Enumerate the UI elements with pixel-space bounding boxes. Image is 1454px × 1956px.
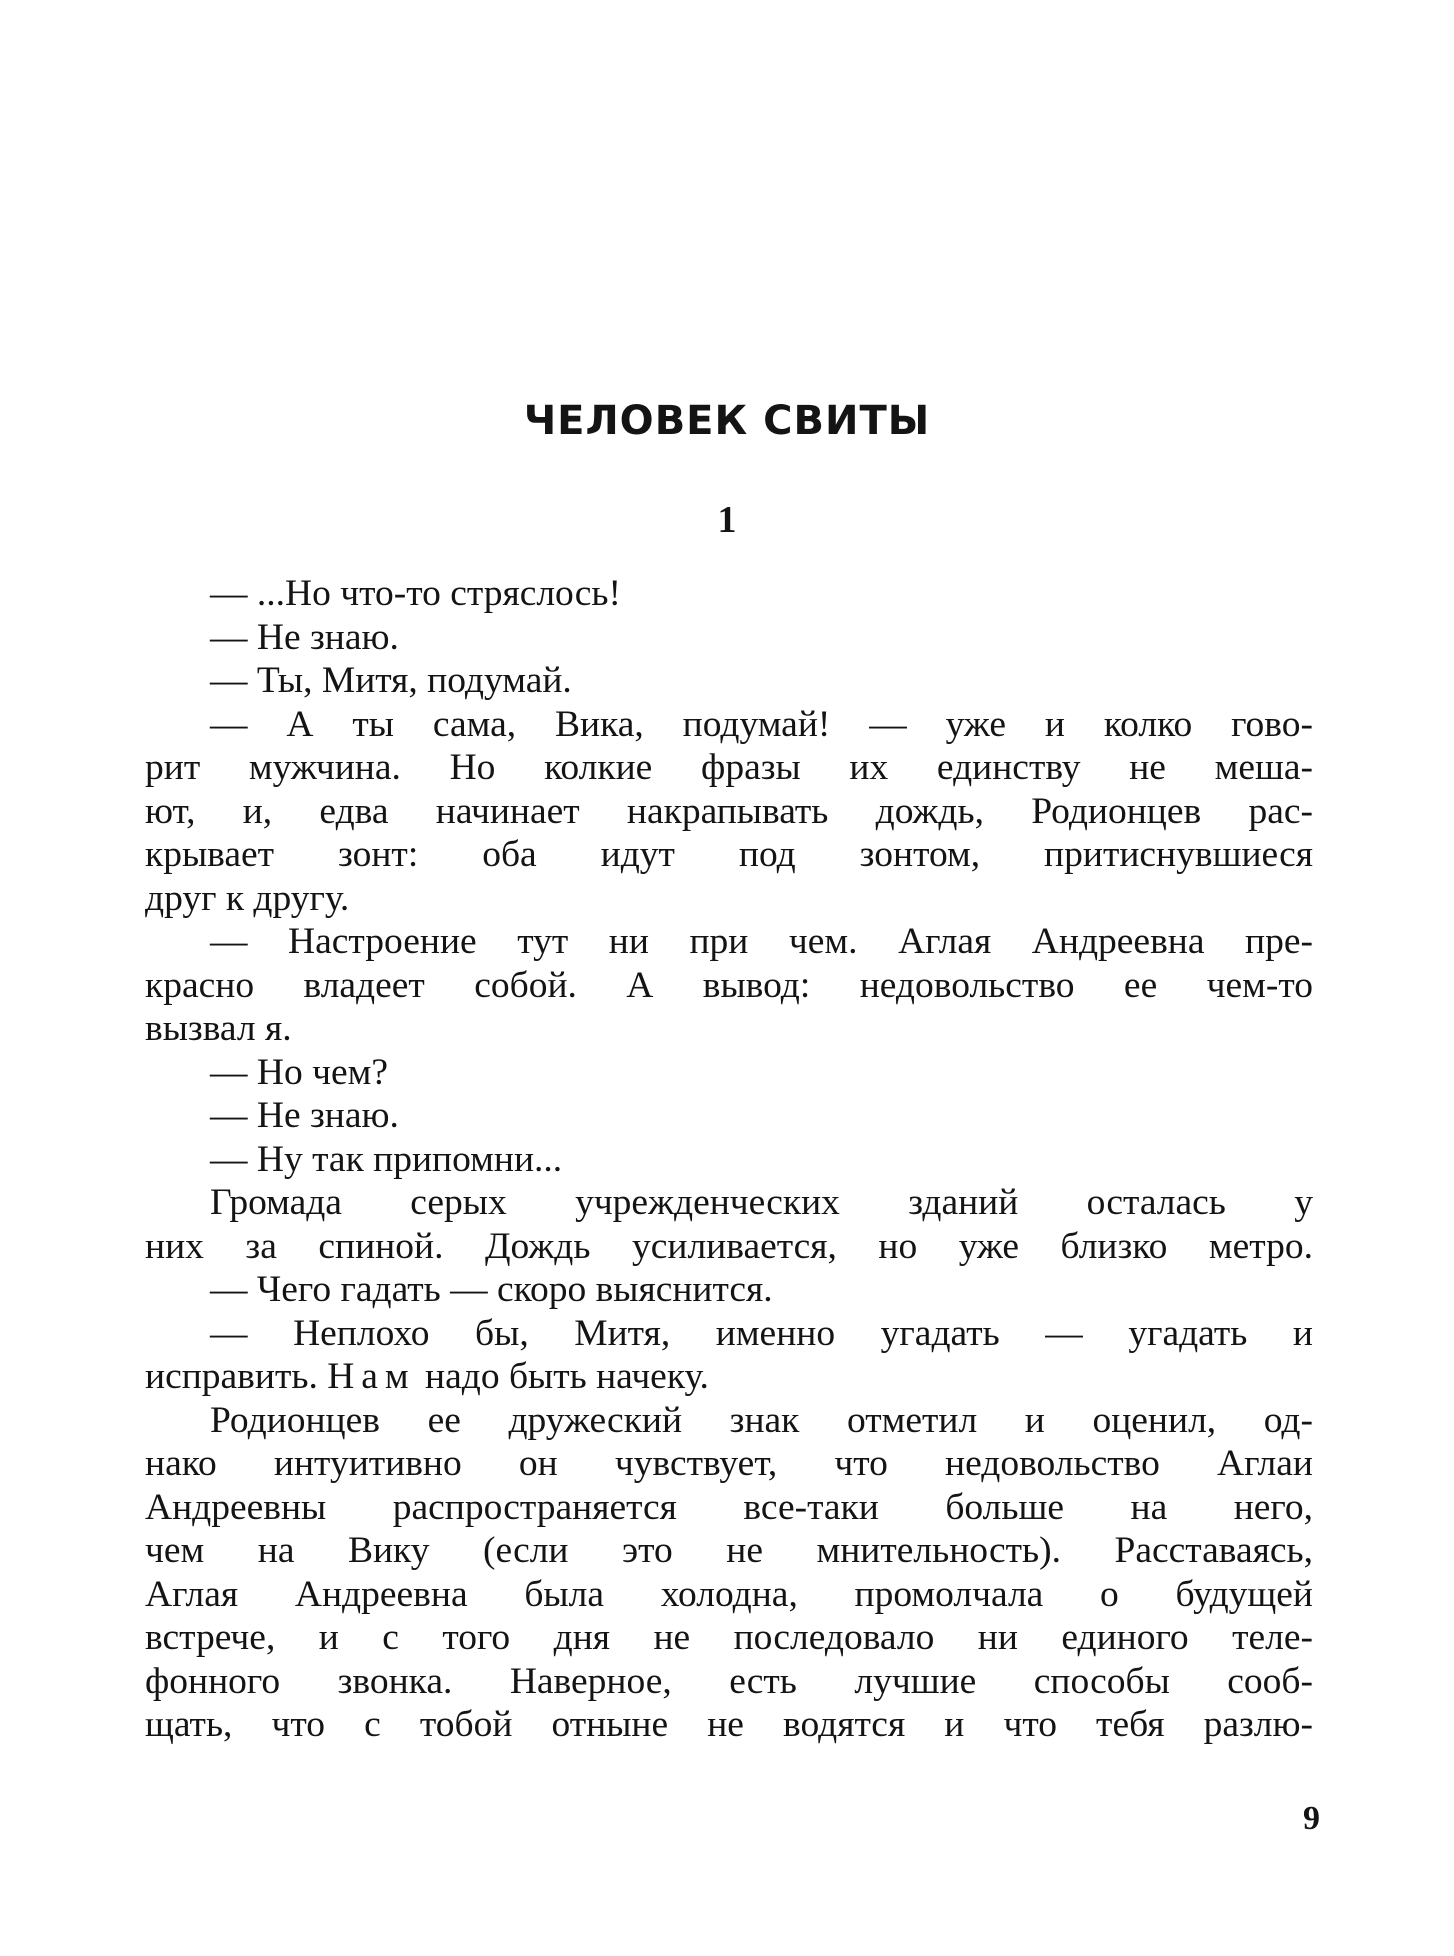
emphasized-word: Нам	[327, 1356, 416, 1397]
text-fragment: надо быть начеку.	[415, 1356, 709, 1397]
text-line: — ...Но что-то стряслось!	[210, 573, 621, 614]
section-number: 1	[717, 499, 737, 541]
text-fragment: исправить.	[145, 1356, 328, 1397]
text-line: вызвал я.	[145, 1008, 292, 1049]
text-line: ют, и, едва начинает накрапывать дождь, Родионцев рас-	[145, 790, 1313, 832]
text-line: Аглая Андреевна была холодна, промолчала о будущей	[145, 1573, 1313, 1615]
text-line: — А ты сама, Вика, подумай! — уже и колко гово-	[210, 703, 1313, 745]
text-line: крывает зонт: оба идут под зонтом, притиснувшиеся	[145, 834, 1313, 875]
chapter-title: ЧЕЛОВЕК СВИТЫ	[523, 398, 931, 444]
text-line: — Но чем?	[210, 1051, 388, 1093]
text-line: Родионцев ее дружеский знак отметил и оценил, од-	[210, 1399, 1313, 1441]
body-text	[145, 572, 1313, 1747]
text-line: щать, что с тобой отныне не водятся и что тебя разлю-	[145, 1704, 1313, 1745]
text-line: фонного звонка. Наверное, есть лучшие способы сооб-	[145, 1660, 1313, 1702]
text-line: — Ну так припомни...	[210, 1138, 563, 1180]
text-line: встрече, и с того дня не последовало ни единого теле-	[145, 1617, 1313, 1658]
text-line: рит мужчина. Но колкие фразы их единству не меша-	[145, 747, 1313, 788]
text-line: — Ты, Митя, подумай.	[210, 660, 572, 701]
text-line	[145, 1355, 1313, 1399]
text-line: Громада серых учрежденческих зданий осталась у	[210, 1182, 1313, 1223]
page-number: 9	[1303, 1800, 1320, 1837]
text-line: Андреевны распространяется все-таки больше на него,	[145, 1486, 1313, 1528]
text-line: нако интуитивно он чувствует, что недовольство Аглаи	[145, 1443, 1313, 1484]
text-line: друг к другу.	[145, 877, 350, 919]
text-line: — Неплохо бы, Митя, именно угадать — угадать и	[210, 1312, 1313, 1354]
text-line: — Не знаю.	[210, 1095, 399, 1136]
text-line: — Настроение тут ни при чем. Аглая Андреевна пре-	[210, 921, 1313, 962]
text-line: — Не знаю.	[210, 616, 399, 658]
text-line: — Чего гадать — скоро выяснится.	[210, 1269, 773, 1310]
text-line: них за спиной. Дождь усиливается, но уже близко метро.	[145, 1225, 1313, 1267]
text-line: красно владеет собой. А вывод: недовольство ее чем-то	[145, 964, 1313, 1006]
text-line: чем на Вику (если это не мнительность). Расставаясь,	[145, 1530, 1313, 1571]
